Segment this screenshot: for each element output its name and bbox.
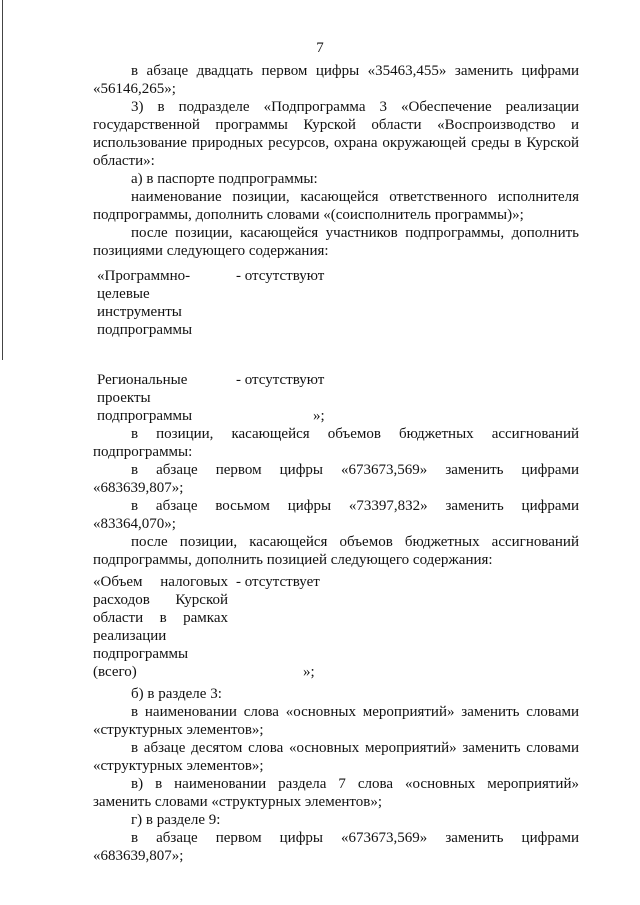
paragraph-12: в абзаце десятом слова «основных мероприятий» заменить словами «структурных элементов»; (93, 740, 579, 774)
paragraph-6: в позиции, касающейся объемов бюджетных ассигнований подпрограммы: (93, 426, 579, 460)
paragraph-8: в абзаце восьмом цифры «73397,832» заменить цифрами «83364,070»; (93, 498, 579, 532)
paragraph-9: после позиции, касающейся объемов бюджетных ассигнований подпрограммы, дополнить позицией следующего содержания: (93, 534, 579, 568)
paragraph-13: в) в наименовании раздела 7 слова «основных мероприятий» заменить словами «структурных элементов»; (93, 776, 579, 810)
paragraph-5: после позиции, касающейся участников подпрограммы, дополнить позициями следующего содержания: (93, 225, 579, 259)
position-table-row-1 (93, 267, 579, 371)
paragraph-7: в абзаце первом цифры «673673,569» заменить цифрами «683639,807»; (93, 462, 579, 496)
position-table-row-2 (93, 371, 579, 425)
position-value: - отсутствуют (236, 268, 325, 284)
paragraph-11: в наименовании слова «основных мероприятий» заменить словами «структурных элементов»; (93, 704, 579, 738)
paragraph-2: 3) в подразделе «Подпрограмма 3 «Обеспечение реализации государственной программы Курской области «Воспроизводство и использование природных ресурсов, охрана окружающей среды в Курской области»: (93, 99, 579, 169)
position-label: «Объем налоговых расходов Курской области в рамках реализации подпрограммы (всего) (93, 574, 228, 680)
position-table-row-3 (93, 573, 579, 685)
paragraph-14: г) в разделе 9: (131, 812, 221, 828)
paragraph-1: в абзаце двадцать первом цифры «35463,455» заменить цифрами «56146,265»; (93, 63, 579, 97)
paragraph-15: в абзаце первом цифры «673673,569» заменить цифрами «683639,807»; (93, 830, 579, 864)
position-label: Региональные проекты подпрограммы (97, 372, 193, 424)
closing-quote: »; (303, 664, 315, 680)
position-value: - отсутствует (236, 574, 320, 590)
page-number: 7 (316, 40, 324, 56)
paragraph-10: б) в разделе 3: (131, 686, 222, 702)
position-label: «Программно-целевые инструменты подпрограммы (97, 268, 193, 338)
position-value: - отсутствуют (236, 372, 325, 388)
closing-quote: »; (313, 408, 325, 424)
document-body (93, 62, 579, 865)
paragraph-3: а) в паспорте подпрограммы: (131, 171, 318, 187)
paragraph-4: наименование позиции, касающейся ответственного исполнителя подпрограммы, дополнить словами «(соисполнитель программы)»; (93, 189, 579, 223)
